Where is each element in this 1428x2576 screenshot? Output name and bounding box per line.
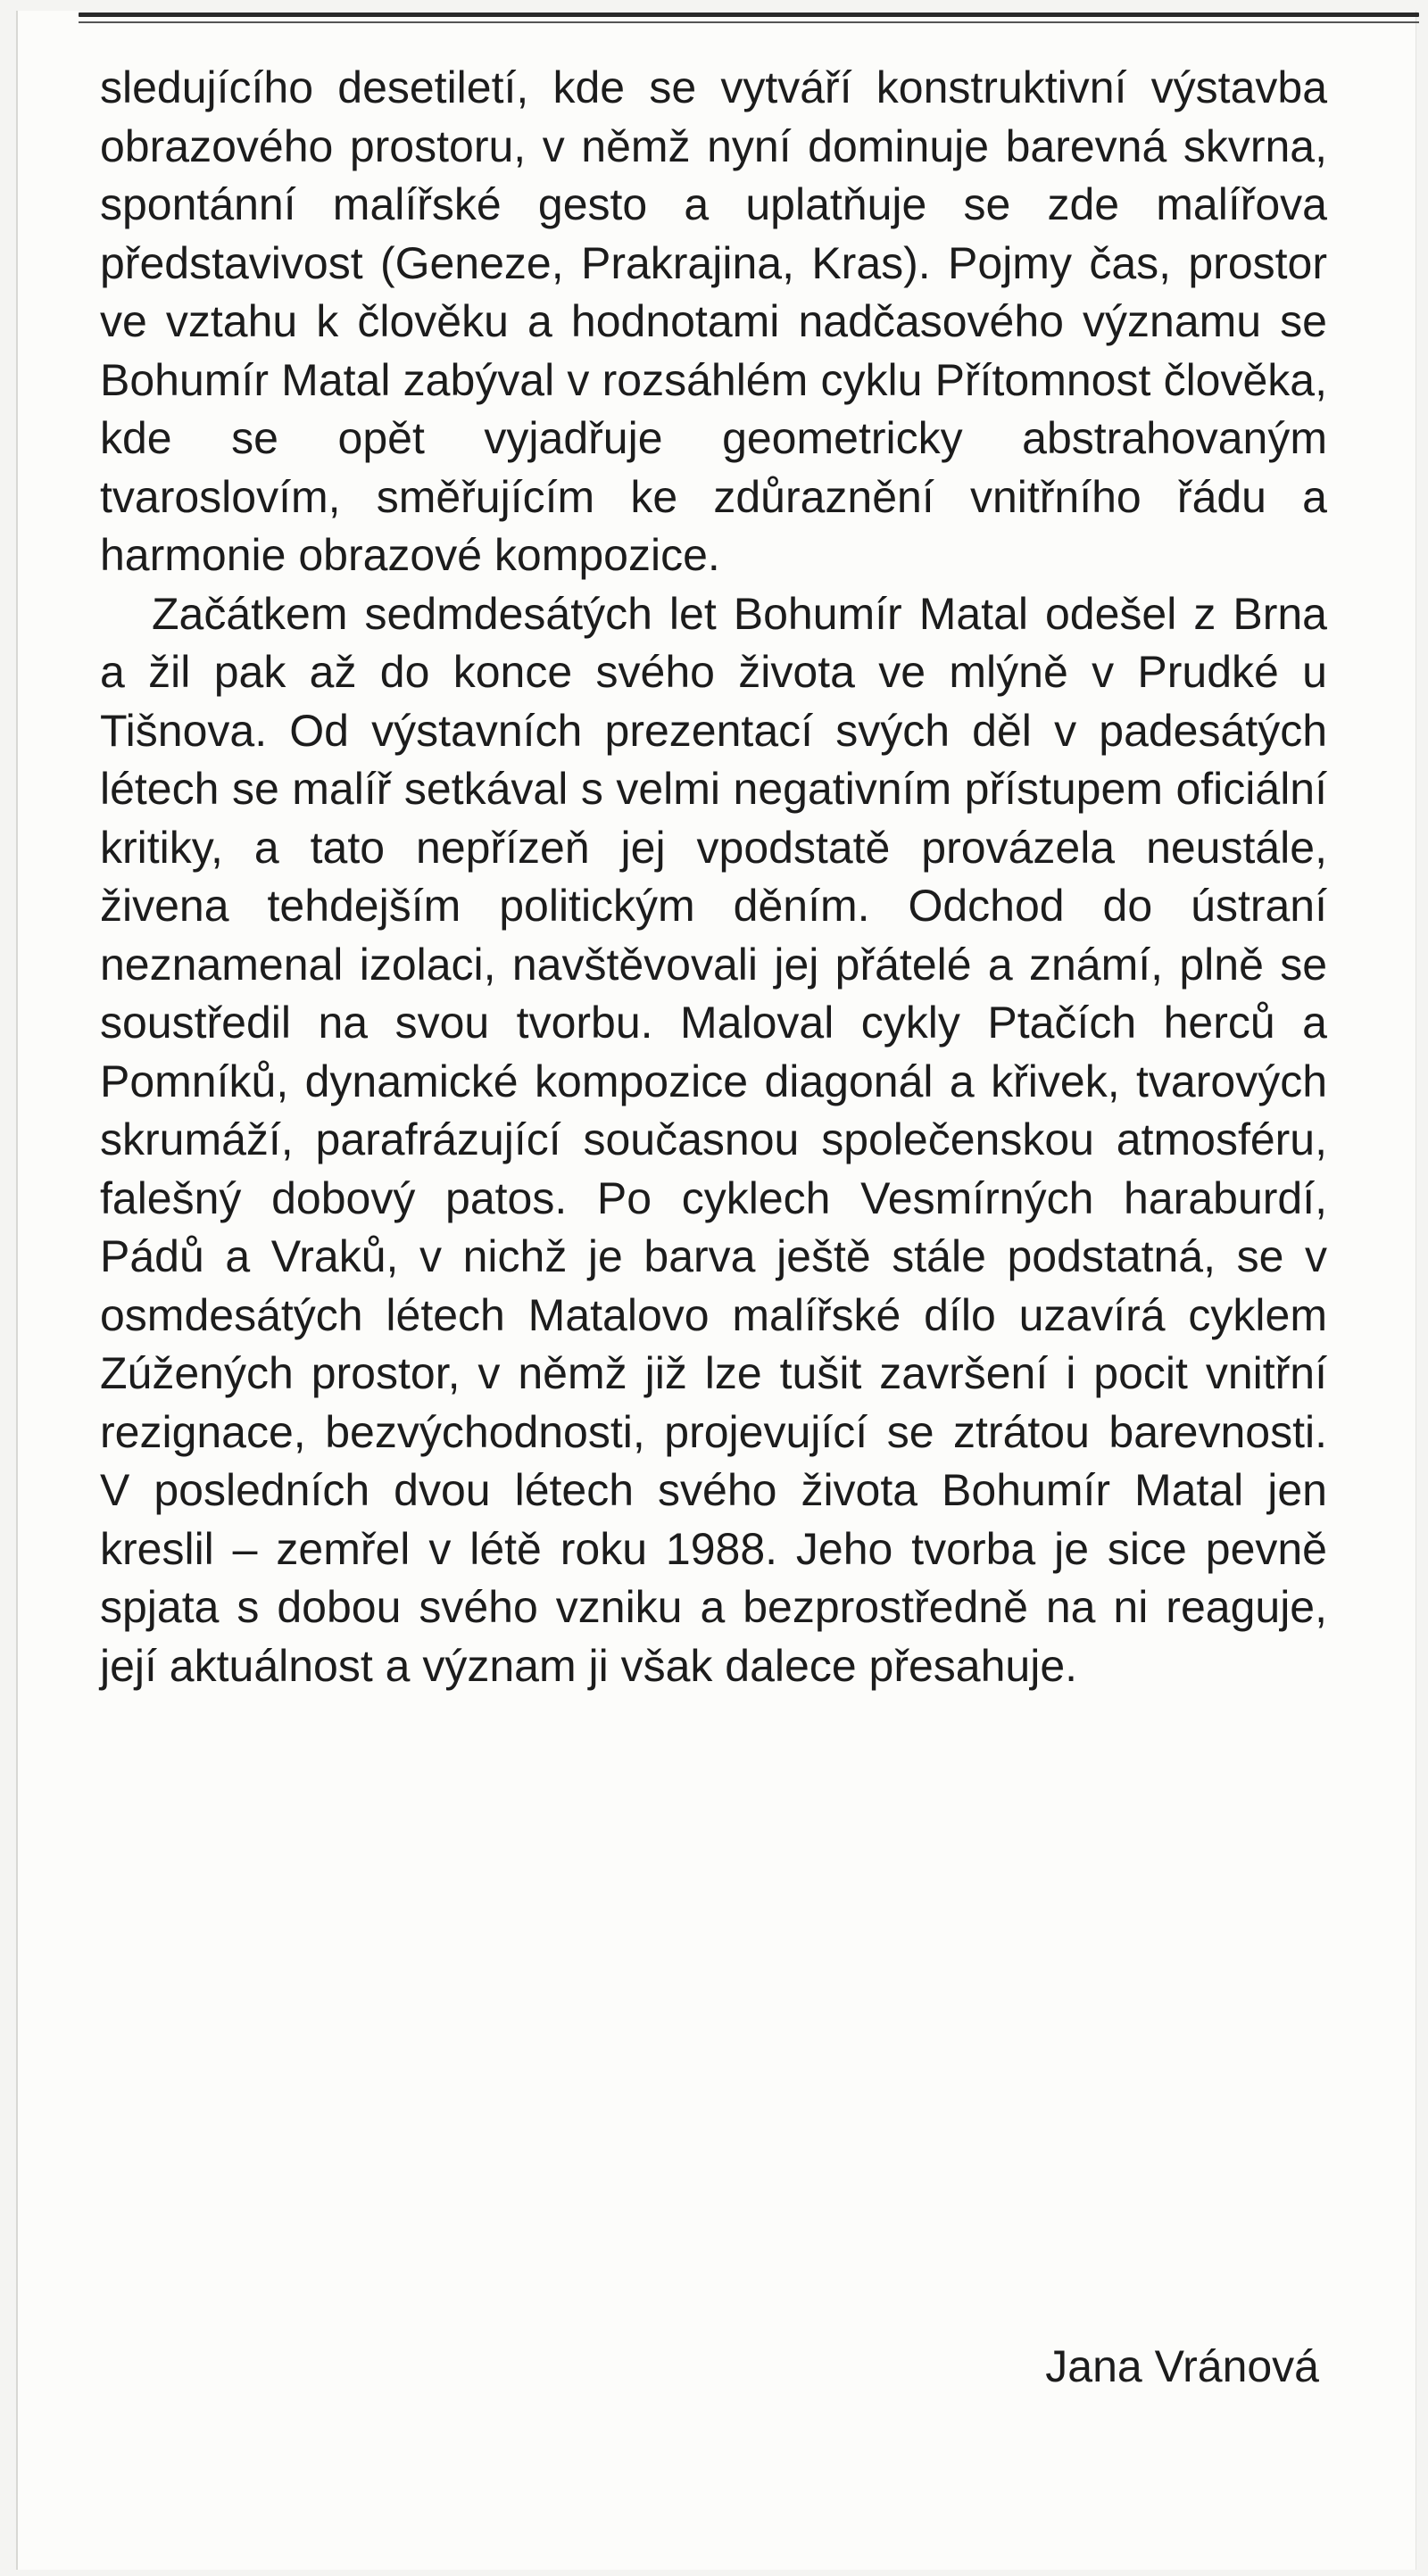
- paragraph-2: Začátkem sedmdesátých let Bohumír Matal odešel z Brna a žil pak až do konce svého života ve mlýně v Prudké u Tišnova. Od výstavních prezentací svých děl v padesátých létech se malíř setkával s velmi negativním přístupem oficiální kritiky, a tato nepřízeň jej vpodstatě provázela neustále, živena tehdejším politickým děním. Odchod do ústraní neznamenal izolaci, navštěvovali jej přátelé a známí, plně se soustředil na svou tvorbu. Maloval cykly Ptačích herců a Pomníků, dynamické kompozice diagonál a křivek, tvarových skrumáží, parafrázující současnou společenskou atmosféru, falešný dobový patos. Po cyklech Vesmírných haraburdí, Pádů a Vraků, v nichž je barva ještě stále podstatná, se v osmdesátých létech Matalovo malířské dílo uzavírá cyklem Zúžených prostor, v němž již lze tušit završení i pocit vnitřní rezignace, bezvýchodnosti, projevující se ztrátou barevnosti. V posledních dvou létech svého života Bohumír Matal jen kreslil – zemřel v létě roku 1988. Jeho tvorba je sice pevně spjata s dobou svého vzniku a bezprostředně na ni reaguje, její aktuálnost a význam ji však dalece přesahuje.: [100, 588, 1327, 1691]
- paragraph-1: sledujícího desetiletí, kde se vytváří konstruktivní výstavba obrazového prostoru, v němž nyní dominuje barevná skvrna, spontánní malířské gesto a uplatňuje se zde malířova představivost (Geneze, Prakrajina, Kras). Pojmy čas, prostor ve vztahu k člověku a hodnotami nadčasového významu se Bohumír Matal zabýval v rozsáhlém cyklu Přítomnost člověka, kde se opět vyjadřuje geometricky abstrahovaným tvaroslovím, směřujícím ke zdůraznění vnitřního řádu a harmonie obrazové kompozice.: [100, 62, 1327, 580]
- top-rule: [79, 12, 1419, 17]
- article-text: [100, 59, 1327, 1695]
- top-rule-thin: [79, 21, 1419, 23]
- author-signature: Jana Vránová: [1045, 2341, 1319, 2391]
